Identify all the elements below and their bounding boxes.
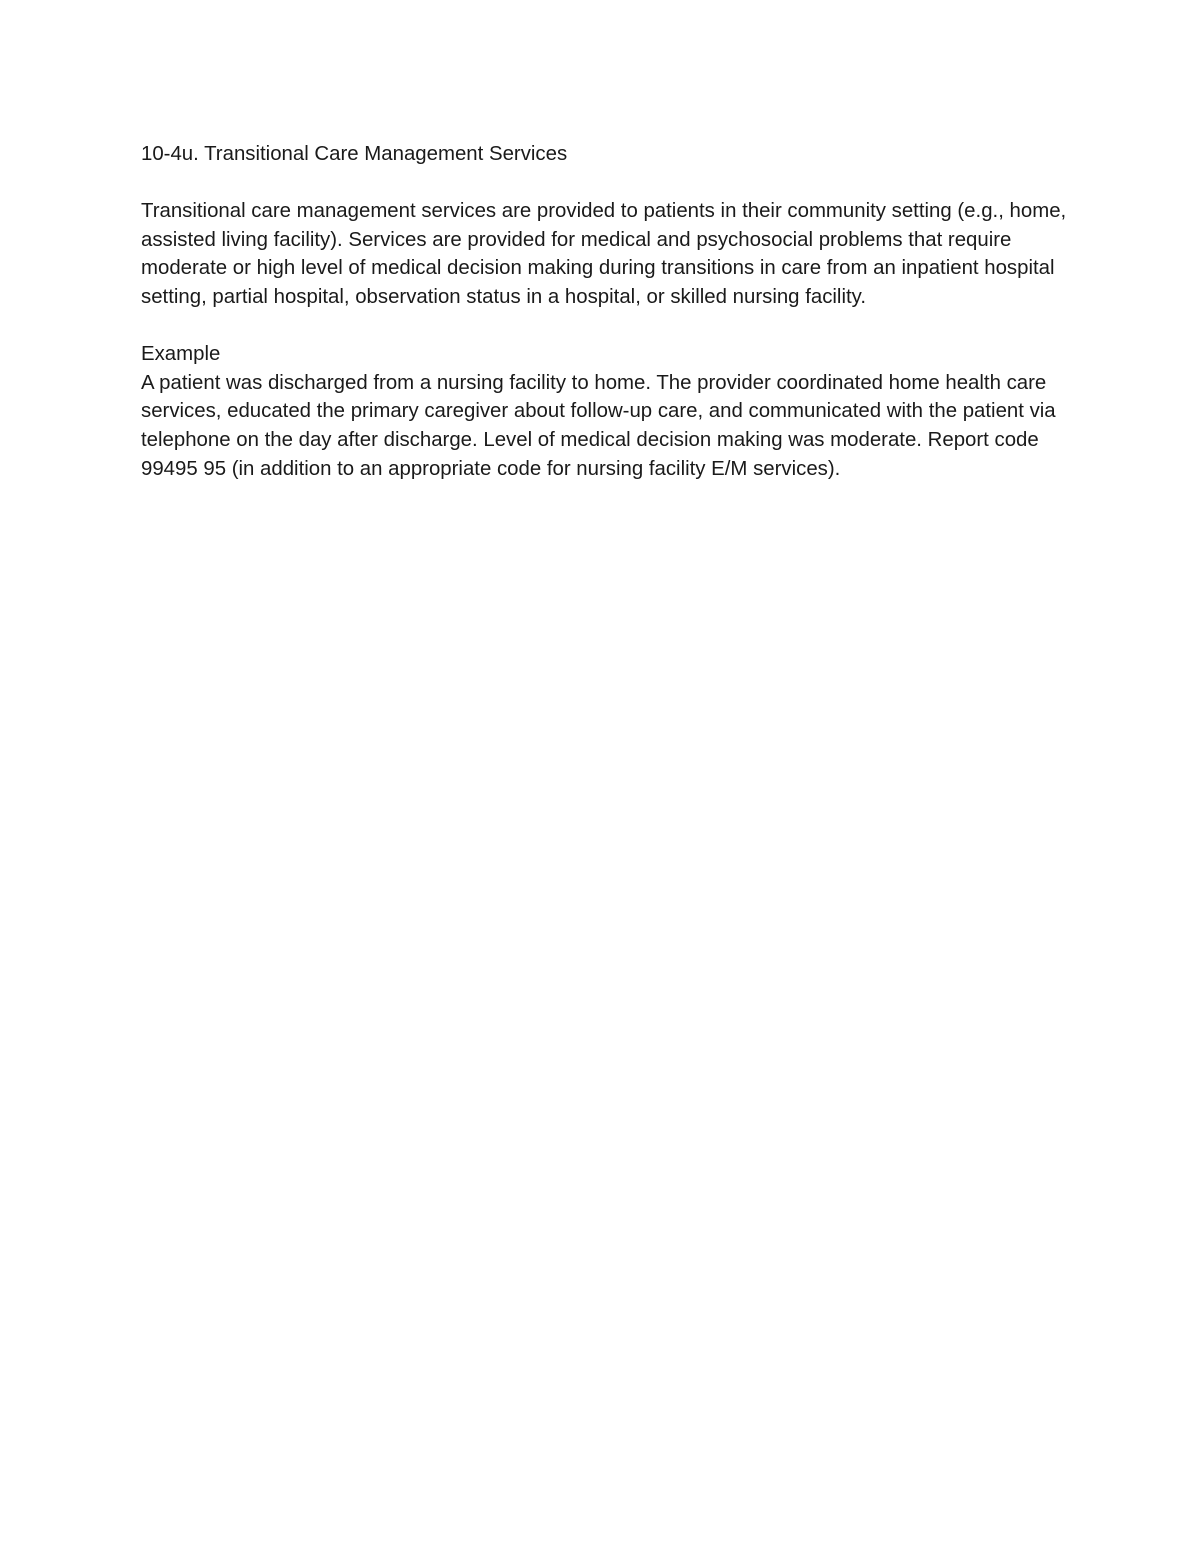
example-body: A patient was discharged from a nursing facility to home. The provider coordinated home health care services, educated the primary caregiver about follow-up care, and communicated with the patient via telephone on the day after discharge. Level of medical decision making was moderate. Report code 99495 95 (in addition to an appropriate code for nursing facility E/M services). [141, 371, 1056, 480]
section-title: 10-4u. Transitional Care Management Services [141, 143, 568, 165]
example-heading: Example [141, 343, 221, 366]
body-paragraph: Transitional care management services are provided to patients in their community setting (e.g., home, assisted living facility). Services are provided for medical and psychosocial problems that require moderate or high level of medical decision making during transitions in care from an inpatient hospital setting, partial hospital, observation status in a hospital, or skilled nursing facility. [141, 200, 1067, 308]
document-content [141, 140, 1071, 483]
